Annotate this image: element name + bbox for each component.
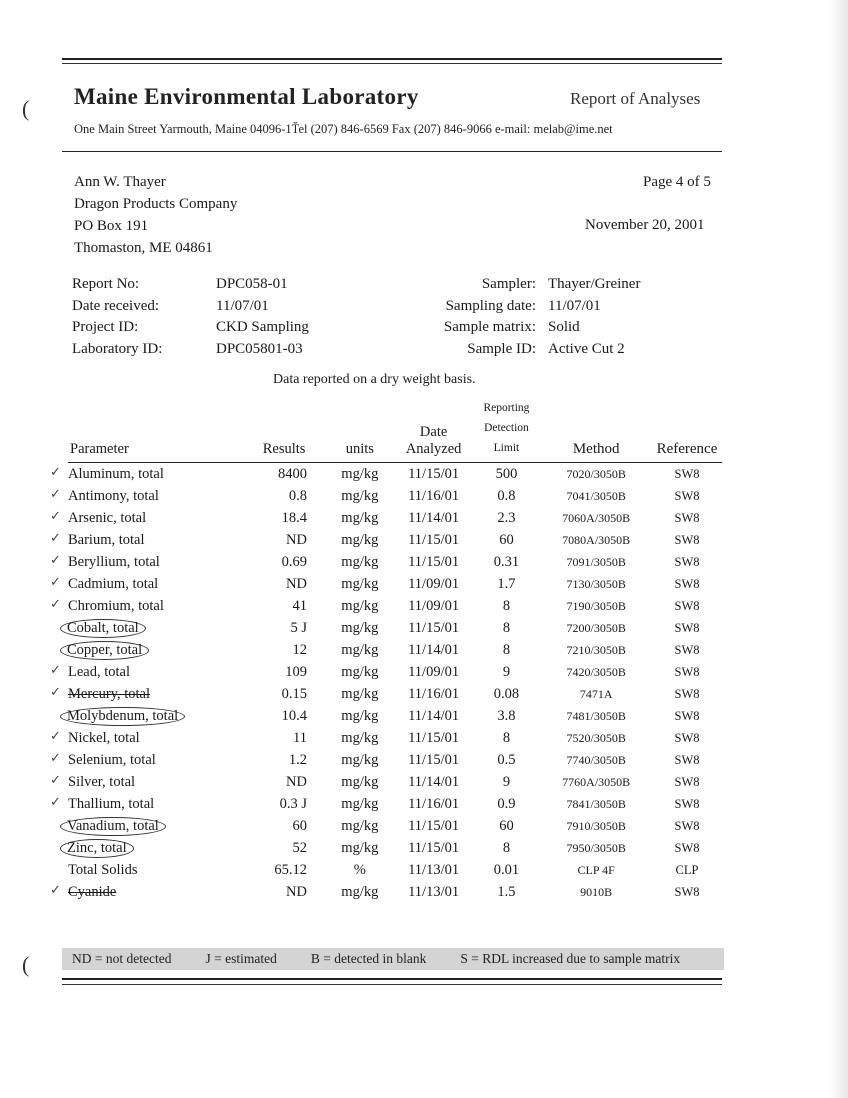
cell-rdl: 9 xyxy=(502,773,511,790)
header-rdl-3: Limit xyxy=(493,442,520,454)
binder-mark-icon: ( xyxy=(22,96,30,121)
cell-reference: SW8 xyxy=(674,664,700,679)
cell-rdl: 8 xyxy=(502,839,511,856)
parameter-label: Nickel, total xyxy=(68,729,140,746)
cell-reference: SW8 xyxy=(674,576,700,591)
cell-date-analyzed: 11/15/01 xyxy=(408,839,460,856)
cell-param xyxy=(68,639,243,661)
cell-date-analyzed: 11/15/01 xyxy=(408,729,460,746)
report-title: Report of Analyses xyxy=(570,89,701,108)
cell-method: 7910/3050B xyxy=(566,818,626,833)
cell-reference: SW8 xyxy=(674,510,700,525)
header-rdl-1: Reporting xyxy=(483,402,530,414)
cell-param xyxy=(50,749,243,771)
meta-label: Sample ID: xyxy=(467,340,536,357)
table-row xyxy=(68,815,722,837)
table-row xyxy=(68,639,722,661)
cell-param xyxy=(68,617,243,639)
cell-reference: SW8 xyxy=(674,686,700,701)
parameter-label: Total Solids xyxy=(68,861,138,878)
cell-rdl: 8 xyxy=(502,619,511,636)
cell-param xyxy=(50,881,243,903)
cell-units: mg/kg xyxy=(341,729,379,746)
basis-note: Data reported on a dry weight basis. xyxy=(273,372,476,387)
legend-bar xyxy=(62,948,724,970)
sampler: Thayer/Greiner xyxy=(548,276,641,292)
cell-param xyxy=(50,661,243,683)
cell-method: 7471A xyxy=(579,686,613,701)
check-mark-icon: ✓ xyxy=(50,596,61,611)
cell-reference: SW8 xyxy=(674,598,700,613)
cell-method: 7420/3050B xyxy=(566,664,626,679)
parameter-label: Aluminum, total xyxy=(68,465,164,482)
cell-param xyxy=(50,683,243,705)
cell-result: 0.8 xyxy=(288,487,307,504)
table-row xyxy=(68,661,722,683)
client-name: Ann W. Thayer xyxy=(74,174,166,190)
meta-left-values xyxy=(216,274,309,360)
cell-units: mg/kg xyxy=(341,465,379,482)
cell-param xyxy=(50,507,243,529)
lab-name: Maine Environmental Laboratory xyxy=(74,84,419,109)
cell-reference: SW8 xyxy=(674,796,700,811)
cell-units: % xyxy=(353,861,366,878)
parameter-label: Selenium, total xyxy=(68,751,156,768)
cell-result: ND xyxy=(286,575,307,592)
cell-reference: SW8 xyxy=(674,884,700,899)
cell-result: ND xyxy=(286,883,307,900)
header-method: Method xyxy=(540,398,652,463)
meta-left-labels xyxy=(72,274,162,360)
cell-units: mg/kg xyxy=(341,773,379,790)
cell-date-analyzed: 11/14/01 xyxy=(408,773,460,790)
cell-rdl: 0.9 xyxy=(497,795,516,812)
cell-reference: SW8 xyxy=(674,730,700,745)
parameter-label: Zinc, total xyxy=(60,839,134,858)
cell-units: mg/kg xyxy=(341,597,379,614)
cell-rdl: 0.01 xyxy=(493,861,520,878)
header-date-top: Date xyxy=(419,424,448,440)
cell-units: mg/kg xyxy=(341,839,379,856)
cell-units: mg/kg xyxy=(341,707,379,724)
check-mark-icon: ✓ xyxy=(50,772,61,787)
cell-result: 65.12 xyxy=(274,861,307,878)
check-mark-icon: ✓ xyxy=(50,552,61,567)
check-mark-icon: ✓ xyxy=(50,750,61,765)
cell-units: mg/kg xyxy=(341,553,379,570)
cell-method: 7080A/3050B xyxy=(562,532,631,547)
binder-mark-icon: ( xyxy=(22,952,30,977)
cell-date-analyzed: 11/15/01 xyxy=(408,465,460,482)
check-mark-icon: ✓ xyxy=(50,508,61,523)
cell-param xyxy=(68,837,243,859)
results-table xyxy=(50,398,722,903)
header-date xyxy=(395,398,473,463)
meta-right-labels xyxy=(400,274,536,360)
check-mark-icon: ✓ xyxy=(50,794,61,809)
client-address xyxy=(74,171,237,259)
table-body xyxy=(50,463,722,904)
cell-date-analyzed: 11/15/01 xyxy=(408,817,460,834)
laboratory-id: DPC05801-03 xyxy=(216,340,303,357)
cell-date-analyzed: 11/14/01 xyxy=(408,641,460,658)
cell-param xyxy=(68,859,243,881)
cell-date-analyzed: 11/15/01 xyxy=(408,619,460,636)
meta-label: Sampling date: xyxy=(445,297,536,314)
cell-units: mg/kg xyxy=(341,575,379,592)
cell-rdl: 8 xyxy=(502,729,511,746)
check-mark-icon: ✓ xyxy=(50,882,61,897)
cell-units: mg/kg xyxy=(341,487,379,504)
cell-result: ND xyxy=(286,773,307,790)
table-row xyxy=(68,463,722,486)
cell-reference: SW8 xyxy=(674,818,700,833)
table-row xyxy=(68,881,722,903)
cell-date-analyzed: 11/14/01 xyxy=(408,707,460,724)
cell-param xyxy=(50,485,243,507)
cell-rdl: 8 xyxy=(502,597,511,614)
legend-nd: ND = not detected xyxy=(72,951,172,966)
cell-param xyxy=(50,573,243,595)
cell-method: 7200/3050B xyxy=(566,620,626,635)
cell-result: 52 xyxy=(292,839,307,856)
report-number: DPC058-01 xyxy=(216,276,288,292)
cell-units: mg/kg xyxy=(341,795,379,812)
cell-date-analyzed: 11/15/01 xyxy=(408,531,460,548)
page-number: Page 4 of 5 xyxy=(643,174,711,190)
meta-right-values xyxy=(548,274,640,360)
cell-method: CLP 4F xyxy=(577,862,615,877)
cell-reference: SW8 xyxy=(674,708,700,723)
cell-units: mg/kg xyxy=(341,509,379,526)
cell-param xyxy=(50,463,243,486)
cell-rdl: 0.31 xyxy=(493,553,520,570)
parameter-label: Antimony, total xyxy=(68,487,159,504)
cell-result: 0.3 J xyxy=(279,795,307,812)
check-mark-icon: ✓ xyxy=(50,464,61,479)
cell-result: 12 xyxy=(292,641,307,658)
cell-reference: SW8 xyxy=(674,774,700,789)
header-rdl-2: Detection xyxy=(484,422,529,434)
legend-j: J = estimated xyxy=(205,951,277,966)
header-units: units xyxy=(325,398,395,463)
cell-date-analyzed: 11/15/01 xyxy=(408,751,460,768)
parameter-label: Beryllium, total xyxy=(68,553,160,570)
contact-line: One Main Street Yarmouth, Maine 04096-1T̆el (207) 846-6569 Fax (207) 846-9066 e-mail: melab@ime.net xyxy=(74,122,613,136)
cell-method: 7950/3050B xyxy=(566,840,626,855)
cell-rdl: 500 xyxy=(495,465,518,482)
cell-date-analyzed: 11/09/01 xyxy=(408,575,460,592)
scan-edge xyxy=(830,0,848,1098)
cell-method: 9010B xyxy=(580,884,613,899)
cell-method: 7060A/3050B xyxy=(562,510,631,525)
cell-units: mg/kg xyxy=(341,531,379,548)
cell-method: 7020/3050B xyxy=(566,466,626,481)
cell-reference: SW8 xyxy=(674,488,700,503)
header-date-bottom: Analyzed xyxy=(405,441,462,457)
cell-reference: SW8 xyxy=(674,840,700,855)
header-reference: Reference xyxy=(652,398,722,463)
cell-rdl: 0.8 xyxy=(497,487,516,504)
cell-reference: SW8 xyxy=(674,620,700,635)
table-row xyxy=(68,793,722,815)
legend-b: B = detected in blank xyxy=(310,951,427,966)
cell-result: 41 xyxy=(292,597,307,614)
parameter-label: Silver, total xyxy=(68,773,136,790)
cell-result: 0.15 xyxy=(281,685,307,702)
table-row xyxy=(68,749,722,771)
sample-id: Active Cut 2 xyxy=(548,340,625,357)
cell-method: 7210/3050B xyxy=(566,642,626,657)
cell-param xyxy=(50,771,243,793)
cell-param xyxy=(50,793,243,815)
parameter-label: Cobalt, total xyxy=(60,619,146,638)
cell-date-analyzed: 11/16/01 xyxy=(408,487,460,504)
cell-date-analyzed: 11/09/01 xyxy=(408,597,460,614)
cell-param xyxy=(68,815,243,837)
cell-method: 7481/3050B xyxy=(566,708,626,723)
meta-label: Sample matrix: xyxy=(443,319,536,335)
cell-reference: SW8 xyxy=(674,554,700,569)
cell-result: 0.69 xyxy=(281,553,307,570)
cell-units: mg/kg xyxy=(341,817,379,834)
parameter-label: Vanadium, total xyxy=(60,817,166,836)
cell-rdl: 9 xyxy=(502,663,511,680)
project-id: CKD Sampling xyxy=(216,319,309,335)
client-city: Thomaston, ME 04861 xyxy=(74,240,213,256)
cell-rdl: 3.8 xyxy=(497,707,516,724)
cell-rdl: 0.08 xyxy=(493,685,520,702)
cell-units: mg/kg xyxy=(341,619,379,636)
cell-method: 7760A/3050B xyxy=(562,774,631,789)
check-mark-icon: ✓ xyxy=(50,684,61,699)
table-row xyxy=(68,859,722,881)
table-row xyxy=(68,705,722,727)
cell-param xyxy=(50,727,243,749)
cell-units: mg/kg xyxy=(341,685,379,702)
cell-date-analyzed: 11/14/01 xyxy=(408,509,460,526)
meta-label: Date received: xyxy=(72,297,160,314)
parameter-label: Thallium, total xyxy=(68,795,155,812)
cell-param xyxy=(50,551,243,573)
cell-result: 109 xyxy=(285,663,307,680)
table-header-row xyxy=(68,398,722,463)
header-results: Results xyxy=(243,398,325,463)
bottom-rule-thin xyxy=(62,984,722,985)
cell-result: 10.4 xyxy=(281,707,307,724)
cell-reference: SW8 xyxy=(674,642,700,657)
header-rdl xyxy=(473,398,541,463)
cell-date-analyzed: 11/13/01 xyxy=(408,861,460,878)
parameter-label: Arsenic, total xyxy=(68,509,147,526)
check-mark-icon: ✓ xyxy=(50,574,61,589)
table-row xyxy=(68,595,722,617)
cell-date-analyzed: 11/16/01 xyxy=(408,685,460,702)
header-rule xyxy=(62,151,722,152)
cell-result: ND xyxy=(286,531,307,548)
cell-result: 60 xyxy=(292,817,307,834)
cell-date-analyzed: 11/15/01 xyxy=(408,553,460,570)
cell-result: 1.2 xyxy=(288,751,307,768)
table-row xyxy=(68,837,722,859)
cell-reference: SW8 xyxy=(674,466,700,481)
check-mark-icon: ✓ xyxy=(50,728,61,743)
top-rule-thin xyxy=(62,63,722,64)
parameter-label: Molybdenum, total xyxy=(60,707,185,726)
table-row xyxy=(68,551,722,573)
cell-method: 7841/3050B xyxy=(566,796,626,811)
cell-rdl: 60 xyxy=(499,817,514,834)
meta-label: Sampler: xyxy=(481,276,536,292)
parameter-label: Mercury, total xyxy=(68,685,151,702)
cell-method: 7130/3050B xyxy=(566,576,626,591)
cell-reference: SW8 xyxy=(674,752,700,767)
top-rule xyxy=(62,58,722,60)
cell-param xyxy=(50,595,243,617)
parameter-label: Barium, total xyxy=(68,531,145,548)
cell-reference: SW8 xyxy=(674,532,700,547)
meta-label: Project ID: xyxy=(72,319,139,335)
parameter-label: Cyanide xyxy=(68,883,117,900)
cell-rdl: 2.3 xyxy=(497,509,516,526)
legend-s: S = RDL increased due to sample matrix xyxy=(460,951,681,966)
cell-units: mg/kg xyxy=(341,641,379,658)
date-received: 11/07/01 xyxy=(216,297,269,314)
client-company: Dragon Products Company xyxy=(74,196,238,212)
cell-date-analyzed: 11/16/01 xyxy=(408,795,460,812)
cell-param xyxy=(50,529,243,551)
parameter-label: Cadmium, total xyxy=(68,575,159,592)
meta-label: Laboratory ID: xyxy=(72,340,163,357)
cell-units: mg/kg xyxy=(341,751,379,768)
cell-method: 7041/3050B xyxy=(566,488,626,503)
parameter-label: Chromium, total xyxy=(68,597,164,614)
cell-result: 11 xyxy=(293,729,307,746)
check-mark-icon: ✓ xyxy=(50,530,61,545)
table-row xyxy=(68,727,722,749)
cell-rdl: 1.5 xyxy=(497,883,516,900)
sampling-date: 11/07/01 xyxy=(548,297,601,314)
table-row xyxy=(68,683,722,705)
cell-method: 7190/3050B xyxy=(566,598,626,613)
report-date: November 20, 2001 xyxy=(585,217,705,233)
check-mark-icon: ✓ xyxy=(50,486,61,501)
cell-method: 7091/3050B xyxy=(566,554,626,569)
table-row xyxy=(68,485,722,507)
cell-result: 5 J xyxy=(290,619,307,636)
cell-rdl: 1.7 xyxy=(497,575,516,592)
client-po-box: PO Box 191 xyxy=(74,218,149,234)
cell-date-analyzed: 11/09/01 xyxy=(408,663,460,680)
meta-label: Report No: xyxy=(72,276,140,292)
cell-reference: CLP xyxy=(675,862,699,877)
table-row xyxy=(68,617,722,639)
cell-date-analyzed: 11/13/01 xyxy=(408,883,460,900)
cell-rdl: 60 xyxy=(499,531,514,548)
cell-result: 8400 xyxy=(277,465,307,482)
cell-method: 7740/3050B xyxy=(566,752,626,767)
cell-param xyxy=(68,705,243,727)
parameter-label: Lead, total xyxy=(68,663,131,680)
parameter-label: Copper, total xyxy=(60,641,149,660)
cell-rdl: 0.5 xyxy=(497,751,516,768)
cell-rdl: 8 xyxy=(502,641,511,658)
cell-units: mg/kg xyxy=(341,663,379,680)
cell-method: 7520/3050B xyxy=(566,730,626,745)
bottom-rule xyxy=(62,978,722,980)
check-mark-icon: ✓ xyxy=(50,662,61,677)
sample-matrix: Solid xyxy=(548,319,580,335)
table-row xyxy=(68,507,722,529)
header-parameter: Parameter xyxy=(68,398,243,463)
cell-units: mg/kg xyxy=(341,883,379,900)
table-row xyxy=(68,771,722,793)
cell-result: 18.4 xyxy=(281,509,307,526)
table-row xyxy=(68,529,722,551)
table-row xyxy=(68,573,722,595)
